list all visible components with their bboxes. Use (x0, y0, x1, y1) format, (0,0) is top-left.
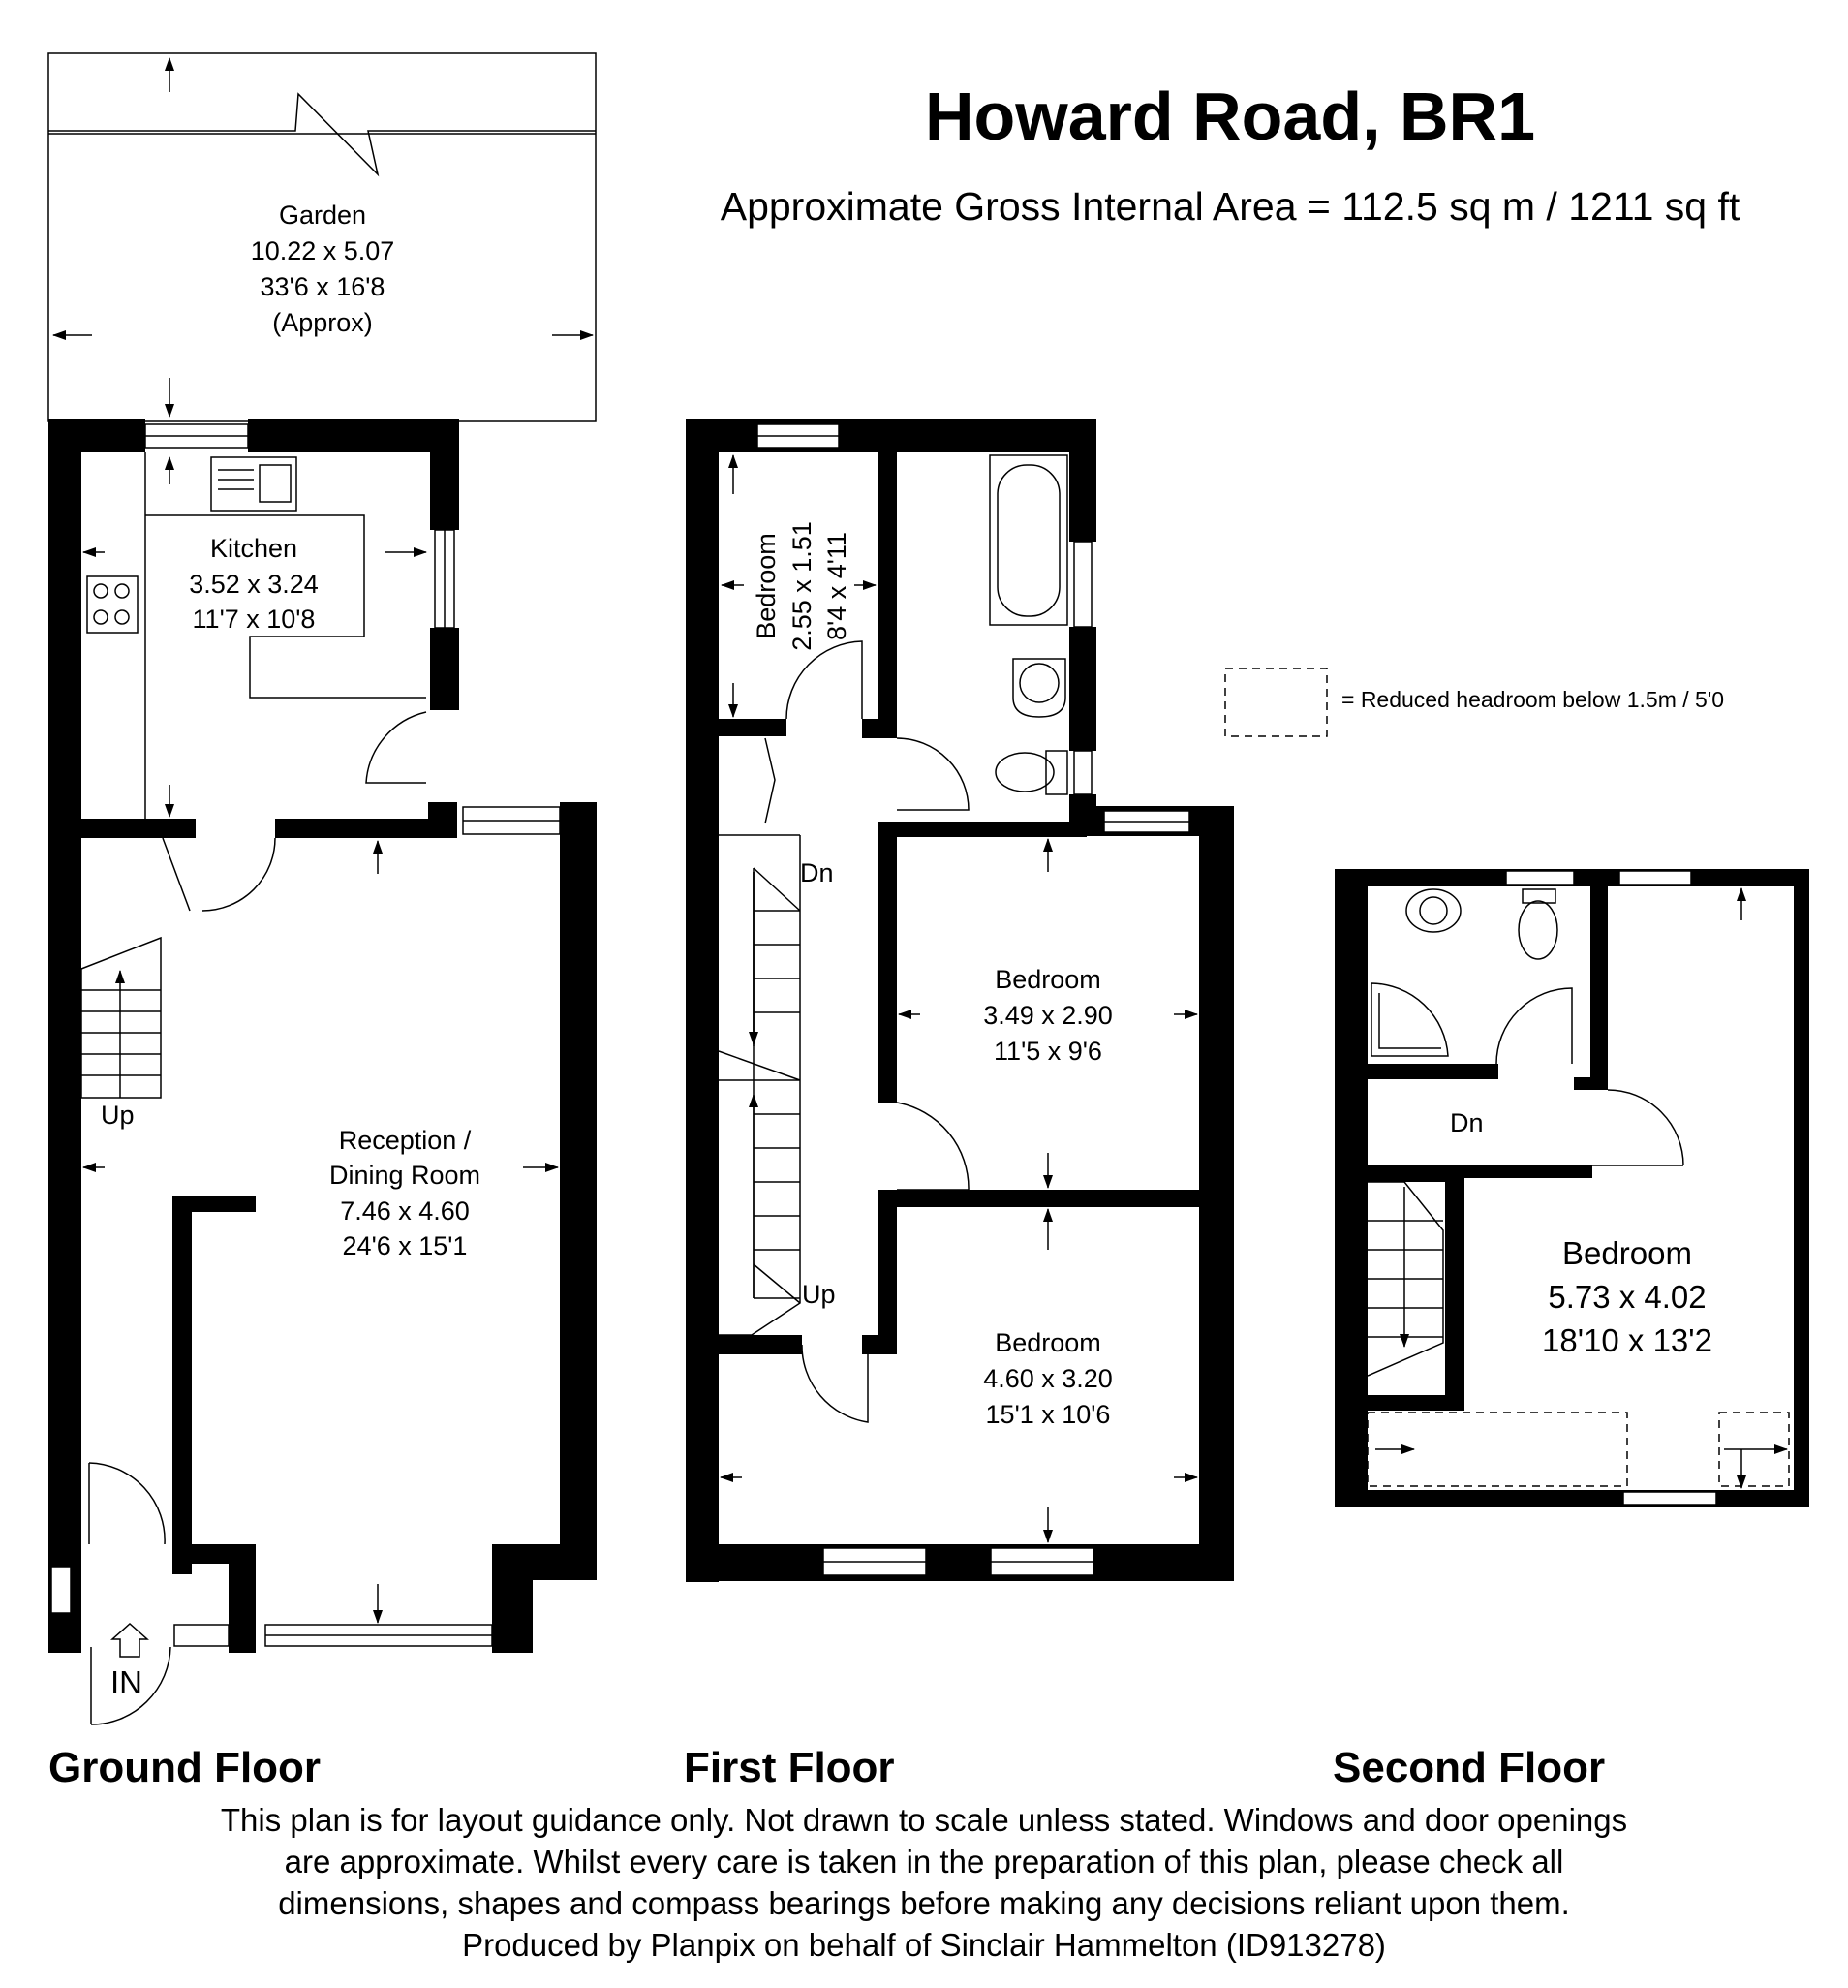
kitchen-label: Kitchen (209, 534, 298, 563)
gross-area-subtitle: Approximate Gross Internal Area = 112.5 sq m / 1211 sq ft (720, 184, 1740, 229)
first-middle-bedroom-metric: 3.49 x 2.90 (983, 1001, 1113, 1030)
second-bedroom-imperial: 18'10 x 13'2 (1542, 1322, 1712, 1358)
reception-metric: 7.46 x 4.60 (340, 1196, 470, 1226)
ground-floor-plan (48, 53, 597, 1724)
legend (1225, 668, 1724, 736)
garden-imperial: 33'6 x 16'8 (260, 272, 385, 301)
first-stairs-down-label: Dn (800, 858, 834, 887)
first-stairs-up-label: Up (802, 1280, 836, 1309)
disclaimer-line-4: Produced by Planpix on behalf of Sinclair Hammelton (ID913278) (462, 1927, 1386, 1963)
reception-imperial: 24'6 x 15'1 (342, 1231, 468, 1260)
disclaimer-line-1: This plan is for layout guidance only. Not drawn to scale unless stated. Windows and door openings (220, 1802, 1628, 1838)
first-floor-plan (686, 419, 1234, 1582)
ground-floor-label: Ground Floor (48, 1744, 322, 1791)
reception-label-line2: Dining Room (328, 1161, 481, 1190)
first-small-bedroom-imperial: 8'4 x 4'11 (822, 532, 851, 640)
disclaimer-line-3: dimensions, shapes and compass bearings before making any decisions reliant upon them. (278, 1885, 1570, 1921)
reduced-headroom-swatch (1225, 668, 1327, 736)
second-bedroom-metric: 5.73 x 4.02 (1548, 1279, 1707, 1315)
kitchen-imperial: 11'7 x 10'8 (192, 605, 316, 634)
first-middle-bedroom-imperial: 11'5 x 9'6 (994, 1037, 1102, 1066)
reduced-headroom-legend: = Reduced headroom below 1.5m / 5'0 (1341, 687, 1724, 712)
first-front-bedroom-metric: 4.60 x 3.20 (983, 1364, 1113, 1393)
first-small-bedroom-label: Bedroom (752, 533, 781, 639)
second-bedroom-label: Bedroom (1562, 1235, 1692, 1271)
disclaimer-line-2: are approximate. Whilst every care is taken in the preparation of this plan, please check all (284, 1844, 1564, 1879)
first-front-bedroom-label: Bedroom (995, 1328, 1101, 1357)
first-front-bedroom-imperial: 15'1 x 10'6 (985, 1400, 1111, 1429)
first-middle-bedroom-label: Bedroom (995, 965, 1101, 994)
page-title: Howard Road, BR1 (924, 78, 1536, 154)
entrance-label: IN (110, 1664, 142, 1700)
first-floor-label: First Floor (684, 1744, 895, 1791)
garden-metric: 10.22 x 5.07 (250, 236, 395, 265)
ground-stairs-label: Up (101, 1101, 135, 1130)
disclaimer (0, 1799, 1848, 1966)
second-stairs-down-label: Dn (1450, 1108, 1484, 1137)
first-small-bedroom-metric: 2.55 x 1.51 (787, 521, 816, 651)
reception-label-line1: Reception / (338, 1126, 472, 1155)
second-floor-plan (1335, 869, 1809, 1507)
second-floor-label: Second Floor (1333, 1744, 1606, 1791)
kitchen-metric: 3.52 x 3.24 (189, 570, 319, 599)
garden-note: (Approx) (272, 308, 373, 337)
garden-label: Garden (278, 201, 367, 230)
